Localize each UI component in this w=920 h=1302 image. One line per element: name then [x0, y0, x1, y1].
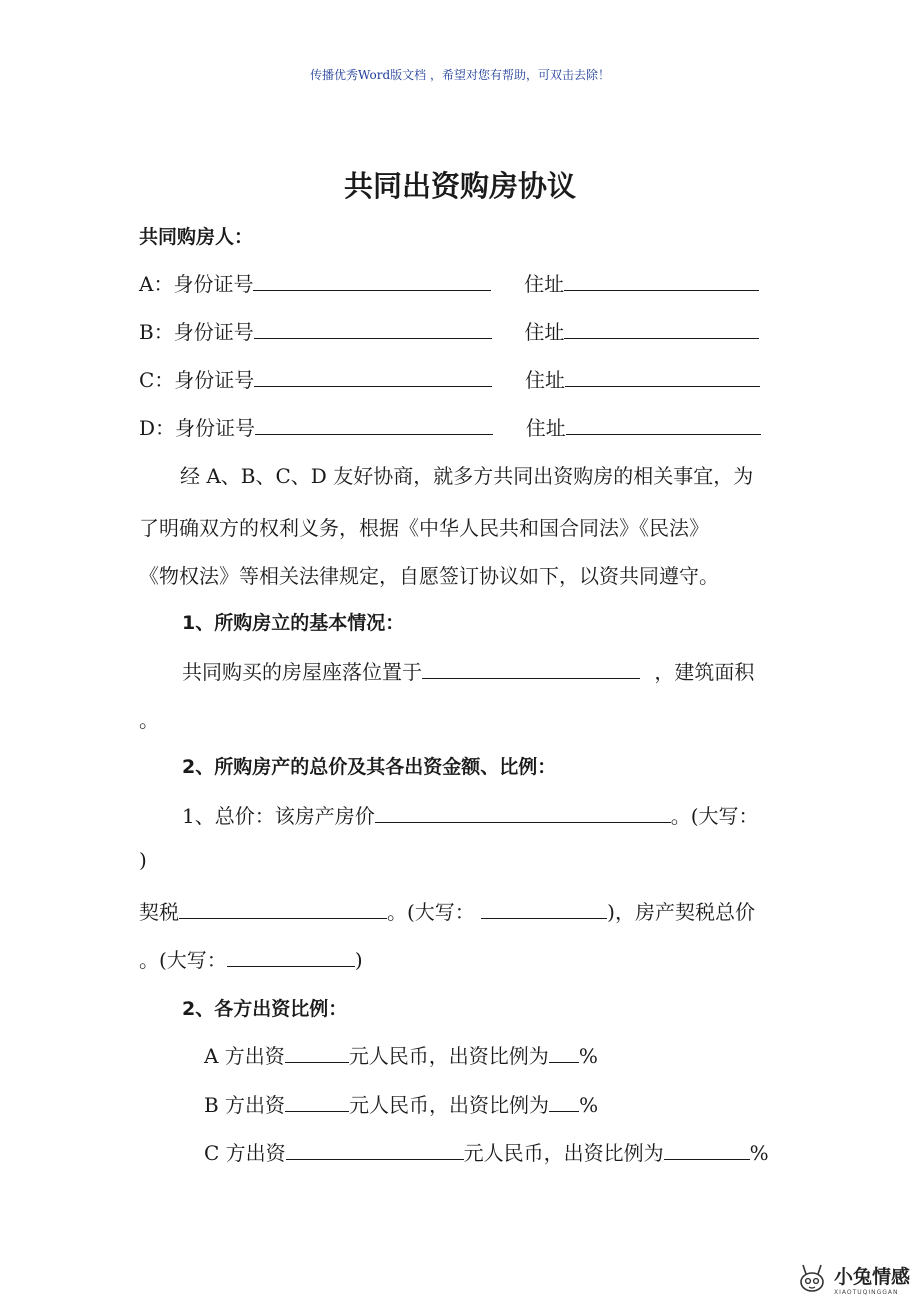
- document-title: 共同出资购房协议: [343, 169, 576, 203]
- pct-sign: %: [579, 1093, 599, 1117]
- contribution-row-b: [204, 1089, 598, 1118]
- addr-blank: [564, 270, 759, 291]
- id-blank: [254, 318, 492, 339]
- id-blank: [253, 270, 491, 291]
- party-addr-label: 住址: [525, 368, 566, 392]
- location-line: [182, 656, 754, 685]
- party-id-label: C：身份证号: [139, 368, 255, 392]
- total-close-paren: ): [139, 848, 147, 872]
- contribution-party: A 方出资: [204, 1044, 285, 1068]
- total-label: 1、总价：该房产房价: [182, 804, 375, 828]
- party-row-b: [139, 316, 759, 345]
- total-price-line: [182, 800, 759, 829]
- header-note: 传播优秀Word版文档 ，希望对您有帮助，可双击去除！: [310, 68, 610, 82]
- final-daxie-blank: [227, 946, 355, 967]
- total-daxie: 。(大写：: [670, 804, 759, 828]
- contribution-unit: 元人民币，出资比例为: [463, 1141, 664, 1165]
- section3-heading: 2、各方出资比例：: [182, 998, 348, 1020]
- addr-blank: [566, 414, 761, 435]
- party-row-d: [139, 412, 761, 441]
- watermark-name: 小兔情感: [833, 1266, 910, 1288]
- section1-end-mark: 。: [139, 708, 159, 732]
- tax-daxie-blank: [481, 898, 607, 919]
- buyers-heading: 共同购房人：: [139, 226, 254, 248]
- contribution-unit: 元人民币，出资比例为: [348, 1044, 549, 1068]
- addr-blank: [565, 366, 760, 387]
- party-id-label: A：身份证号: [139, 272, 254, 296]
- party-row-a: [139, 268, 759, 297]
- final-daxie-line: [139, 944, 363, 973]
- watermark-logo: [796, 1262, 910, 1296]
- tax-total-label: )，房产契税总价: [607, 900, 755, 924]
- contribution-party: B 方出资: [204, 1093, 286, 1117]
- pct-sign: %: [578, 1044, 598, 1068]
- party-id-label: B：身份证号: [139, 320, 254, 344]
- party-addr-label: 住址: [524, 320, 565, 344]
- location-blank: [422, 658, 640, 679]
- amount-blank: [285, 1042, 349, 1063]
- pct-sign: %: [749, 1141, 769, 1165]
- intro-line-2: 了明确双方的权利义务，根据《中华人民共和国合同法》《民法》: [139, 516, 709, 540]
- location-label: 共同购买的房屋座落位置于: [182, 660, 422, 684]
- tax-line: [139, 896, 755, 925]
- area-label: ，建筑面积: [654, 660, 755, 684]
- tax-label: 契税: [139, 900, 179, 924]
- watermark-sub: XIAOTUQINGGAN: [833, 1289, 899, 1296]
- rabbit-logo-icon: [796, 1264, 828, 1294]
- final-daxie-label: 。(大写：: [139, 948, 227, 972]
- id-blank: [254, 366, 492, 387]
- pct-blank: [549, 1091, 579, 1112]
- party-addr-label: 住址: [525, 416, 566, 440]
- tax-daxie: 。(大写：: [387, 900, 475, 924]
- party-row-c: [139, 364, 760, 393]
- section1-heading: 1、所购房立的基本情况：: [182, 612, 405, 634]
- contribution-unit: 元人民币，出资比例为: [349, 1093, 550, 1117]
- intro-line-1: 经 A、B、C、D 友好协商，就多方共同出资购房的相关事宜，为: [180, 464, 754, 488]
- addr-blank: [564, 318, 759, 339]
- tax-blank: [179, 898, 387, 919]
- intro-line-3: 《物权法》等相关法律规定，自愿签订协议如下，以资共同遵守。: [139, 564, 719, 588]
- amount-blank: [285, 1091, 349, 1112]
- id-blank: [255, 414, 493, 435]
- pct-blank: [664, 1139, 750, 1160]
- final-close: ): [354, 948, 363, 972]
- contribution-party: C 方出资: [204, 1141, 286, 1165]
- pct-blank: [549, 1042, 579, 1063]
- contribution-row-c: [204, 1137, 769, 1166]
- party-id-label: D：身份证号: [139, 416, 256, 440]
- party-addr-label: 住址: [524, 272, 565, 296]
- total-blank: [375, 802, 671, 823]
- contribution-row-a: [204, 1040, 598, 1069]
- section2-heading: 2、所购房产的总价及其各出资金额、比例：: [182, 756, 557, 778]
- amount-blank: [286, 1139, 464, 1160]
